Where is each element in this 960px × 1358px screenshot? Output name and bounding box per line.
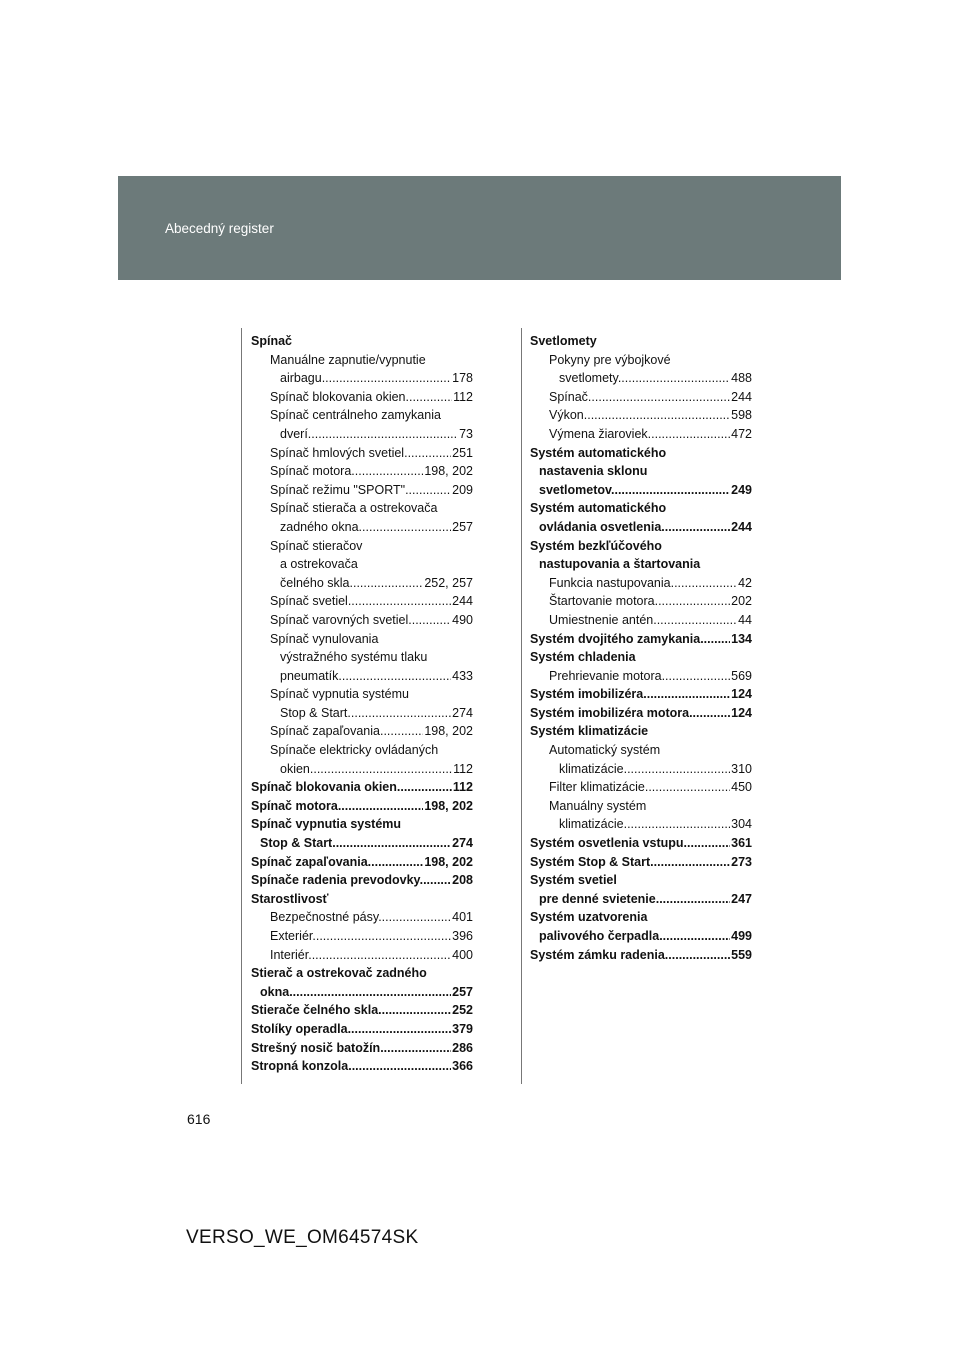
- index-entry-text: svetlomety: [559, 371, 618, 386]
- index-entry: [251, 890, 473, 909]
- index-entry: [251, 871, 473, 890]
- index-entry-leader: [280, 760, 452, 779]
- index-entry: [251, 499, 473, 518]
- index-entry-page: 257: [452, 519, 473, 534]
- index-column-right: [530, 332, 752, 964]
- index-entry-page: 396: [452, 929, 473, 943]
- index-entry: [530, 741, 752, 760]
- index-entry-text: airbagu: [280, 371, 322, 386]
- index-entry-page: 112: [453, 761, 473, 776]
- index-entry: [530, 537, 752, 556]
- index-entry-page: 244: [731, 389, 752, 404]
- index-entry: [251, 351, 473, 370]
- index-entry-leader: [549, 592, 730, 611]
- index-entry-text: pneumatík: [280, 668, 339, 683]
- index-entry: [251, 444, 473, 463]
- index-column-left: [251, 332, 473, 1076]
- index-entry-text: Spínač vypnutia systému: [270, 687, 409, 702]
- index-entry-text: Spínač stierača a ostrekovača: [270, 501, 438, 516]
- index-entry-page: 433: [452, 668, 473, 683]
- index-entry-page: 244: [452, 594, 473, 609]
- index-entry-text: Spínače radenia prevodovky: [251, 873, 420, 888]
- index-entry-leader: [270, 927, 451, 946]
- index-entry: [530, 834, 752, 853]
- index-entry-text: Bezpečnostné pásy: [270, 910, 379, 925]
- index-entry-text: nastavenia sklonu: [539, 464, 648, 479]
- index-entry-leader: [260, 983, 451, 1002]
- index-entry-leader: [251, 1039, 451, 1058]
- index-entry: [251, 518, 473, 537]
- index-entry-page: 252, 257: [424, 575, 473, 590]
- index-entry-text: Výmena žiaroviek: [549, 426, 648, 441]
- index-entry: [251, 853, 473, 872]
- index-entry-leader: [270, 908, 451, 927]
- index-entry-leader: [549, 667, 730, 686]
- index-entry-page: 251: [452, 445, 473, 460]
- index-entry-text: Spínač blokovania okien: [270, 389, 406, 404]
- index-entry-text: Spínač motora: [251, 798, 338, 813]
- index-entry: [530, 760, 752, 779]
- index-entry: [530, 388, 752, 407]
- index-entry-text: palivového čerpadla: [539, 929, 660, 943]
- index-entry: [530, 555, 752, 574]
- index-entry-page: 124: [731, 705, 752, 720]
- index-entry-leader: [270, 722, 423, 741]
- index-entry-text: Systém osvetlenia vstupu: [530, 836, 684, 851]
- index-entry-page: 134: [731, 631, 752, 646]
- index-entry: [251, 1020, 473, 1039]
- index-entry-text: Systém imobilizéra: [530, 687, 644, 702]
- index-entry-leader: [280, 518, 451, 537]
- index-entry-text: Spínače elektricky ovládaných: [270, 743, 439, 758]
- index-entry: [251, 574, 473, 593]
- index-entry-text: Stop & Start: [260, 836, 333, 851]
- index-entry-page: 73: [459, 426, 473, 441]
- index-entry-page: 274: [452, 705, 473, 720]
- index-entry-text: Spínač zapaľovania: [251, 854, 368, 869]
- index-entry-page: 450: [731, 780, 752, 795]
- index-entry-page: 286: [452, 1040, 473, 1055]
- index-entry-text: pre denné svietenie: [539, 891, 656, 906]
- index-entry-text: Stop & Start: [280, 705, 348, 720]
- index-entry: [530, 406, 752, 425]
- index-entry-leader: [251, 853, 423, 872]
- index-entry-text: Automatický systém: [549, 743, 661, 758]
- index-entry-leader: [549, 425, 730, 444]
- index-entry-page: 379: [452, 1021, 473, 1036]
- index-entry: [530, 648, 752, 667]
- index-entry-text: Spínač blokovania okien: [251, 780, 397, 795]
- index-entry-page: 361: [731, 836, 752, 851]
- index-entry-text: Pokyny pre výbojkové: [549, 352, 671, 367]
- index-entry-text: Stierač a ostrekovač zadného: [251, 966, 427, 981]
- index-entry-text: Spínač: [251, 334, 292, 348]
- index-entry-text: Prehrievanie motora: [549, 668, 662, 683]
- index-entry-leader: [270, 481, 451, 500]
- index-entry-page: 569: [731, 668, 752, 683]
- index-entry: [530, 704, 752, 723]
- index-entry-page: 252: [452, 1003, 473, 1018]
- index-entry-leader: [270, 946, 451, 965]
- index-entry: [530, 946, 752, 965]
- index-entry: [251, 1001, 473, 1020]
- index-entry-page: 198, 202: [424, 854, 473, 869]
- index-entry-text: čelného skla: [280, 575, 350, 590]
- index-entry: [251, 462, 473, 481]
- index-entry-text: Stolíky operadla: [251, 1021, 348, 1036]
- index-entry-leader: [559, 815, 730, 834]
- index-entry-leader: [549, 406, 730, 425]
- index-entry: [530, 778, 752, 797]
- index-entry: [251, 983, 473, 1002]
- index-entry: [530, 351, 752, 370]
- index-entry-leader: [559, 369, 730, 388]
- index-entry-leader: [270, 444, 451, 463]
- index-entry-text: Štartovanie motora: [549, 594, 655, 609]
- index-entry-text: Spínač vynulovania: [270, 631, 379, 646]
- index-entry-leader: [530, 685, 730, 704]
- index-entry: [530, 927, 752, 946]
- index-entry-text: ovládania osvetlenia: [539, 519, 662, 534]
- index-entry-text: Strešný nosič batožín: [251, 1040, 381, 1055]
- index-entry-page: 257: [452, 984, 473, 999]
- index-entry-text: Systém klimatizácie: [530, 724, 649, 739]
- index-entry-text: Funkcia nastupovania: [549, 575, 671, 590]
- index-entry-leader: [260, 834, 451, 853]
- index-entry-text: Spínač režimu "SPORT": [270, 482, 406, 497]
- index-entry: [530, 592, 752, 611]
- index-entry: [530, 462, 752, 481]
- index-entry-leader: [270, 462, 423, 481]
- index-entry-page: 310: [731, 761, 752, 776]
- index-entry: [251, 834, 473, 853]
- index-entry-page: 209: [452, 482, 473, 497]
- index-entry-page: 559: [731, 947, 752, 962]
- index-entry: [530, 611, 752, 630]
- index-entry: [530, 908, 752, 927]
- index-entry-page: 244: [731, 519, 752, 534]
- index-entry: [530, 444, 752, 463]
- index-entry: [530, 667, 752, 686]
- index-entry: [251, 592, 473, 611]
- index-entry-leader: [539, 890, 730, 909]
- index-entry: [251, 537, 473, 556]
- column-divider-left: [241, 328, 242, 1084]
- index-entry-text: Systém uzatvorenia: [530, 910, 648, 925]
- index-entry-leader: [280, 369, 451, 388]
- index-entry: [251, 722, 473, 741]
- index-entry-leader: [539, 518, 730, 537]
- page-number: 616: [187, 1111, 211, 1127]
- index-entry: [530, 630, 752, 649]
- index-entry-leader: [530, 946, 730, 965]
- index-entry-page: 274: [452, 836, 473, 851]
- index-entry-text: Stropná konzola: [251, 1059, 349, 1074]
- index-entry: [530, 797, 752, 816]
- index-entry-page: 198, 202: [424, 798, 473, 813]
- index-entry: [251, 388, 473, 407]
- index-entry-leader: [539, 927, 730, 946]
- index-entry: [251, 685, 473, 704]
- index-entry-page: 249: [731, 482, 752, 497]
- index-entry-page: 488: [731, 371, 752, 386]
- index-entry-page: 112: [452, 780, 473, 795]
- index-entry: [251, 946, 473, 965]
- index-entry-text: Systém automatického: [530, 501, 667, 516]
- index-entry: [251, 406, 473, 425]
- index-entry-page: 304: [731, 817, 752, 832]
- index-entry: [530, 815, 752, 834]
- index-entry-text: Systém automatického: [530, 445, 667, 460]
- index-entry-leader: [530, 834, 730, 853]
- index-entry-text: Stierače čelného skla: [251, 1003, 379, 1018]
- index-entry-text: nastupovania a štartovania: [539, 557, 701, 572]
- index-entry: [530, 499, 752, 518]
- index-entry: [530, 871, 752, 890]
- index-entry: [251, 760, 473, 779]
- index-entry-leader: [280, 574, 423, 593]
- index-entry-text: Spínač: [549, 389, 588, 404]
- index-entry-text: Systém zámku radenia: [530, 947, 665, 962]
- index-entry: [251, 778, 473, 797]
- index-entry-text: Spínač centrálneho zamykania: [270, 408, 441, 423]
- index-entry: [530, 853, 752, 872]
- index-entry-text: výstražného systému tlaku: [280, 650, 428, 665]
- index-entry-text: zadného okna: [280, 519, 359, 534]
- index-entry-leader: [270, 592, 451, 611]
- index-entry-page: 247: [731, 891, 752, 906]
- index-entry: [530, 574, 752, 593]
- index-entry-page: 499: [731, 929, 752, 943]
- index-entry-page: 202: [731, 594, 752, 609]
- index-entry-page: 42: [738, 575, 752, 590]
- index-entry: [251, 611, 473, 630]
- index-entry-text: Systém dvojitého zamykania: [530, 631, 701, 646]
- index-entry-text: a ostrekovača: [280, 557, 358, 572]
- index-entry-page: 273: [731, 854, 752, 869]
- header-band: [118, 176, 841, 280]
- index-entry-page: 490: [452, 612, 473, 627]
- index-entry: [251, 555, 473, 574]
- index-entry-text: klimatizácie: [559, 817, 624, 832]
- index-entry-page: 198, 202: [424, 724, 473, 739]
- index-entry-text: Systém imobilizéra motora: [530, 705, 690, 720]
- index-entry-leader: [549, 778, 730, 797]
- index-entry: [251, 704, 473, 723]
- index-entry-text: dverí: [280, 426, 308, 441]
- index-entry-text: Exteriér: [270, 929, 313, 943]
- index-entry-text: Systém bezkľúčového: [530, 538, 662, 553]
- index-entry-page: 366: [452, 1059, 473, 1074]
- index-entry-leader: [549, 388, 730, 407]
- index-entry-leader: [549, 574, 737, 593]
- index-entry-leader: [251, 871, 451, 890]
- index-entry-leader: [251, 778, 452, 797]
- index-entry: [251, 425, 473, 444]
- index-entry: [251, 481, 473, 500]
- index-entry: [251, 927, 473, 946]
- index-entry-text: Svetlomety: [530, 334, 597, 348]
- index-entry-leader: [280, 667, 451, 686]
- index-entry: [251, 815, 473, 834]
- index-entry-text: okna: [260, 984, 290, 999]
- index-entry-text: Manuálne zapnutie/vypnutie: [270, 352, 426, 367]
- index-entry-text: Systém Stop & Start: [530, 854, 651, 869]
- index-entry-text: Spínač stieračov: [270, 538, 363, 553]
- index-entry-leader: [530, 630, 730, 649]
- index-entry: [530, 369, 752, 388]
- index-entry: [251, 648, 473, 667]
- index-entry-text: Systém chladenia: [530, 650, 636, 665]
- document-code: VERSO_WE_OM64574SK: [186, 1227, 419, 1248]
- index-entry: [251, 741, 473, 760]
- index-entry-text: Spínač varovných svetiel: [270, 612, 409, 627]
- index-entry: [251, 369, 473, 388]
- index-entry-text: svetlometov: [539, 482, 612, 497]
- index-entry: [530, 332, 752, 351]
- index-entry-leader: [280, 704, 451, 723]
- index-entry-text: Interiér: [270, 947, 309, 962]
- index-entry: [530, 481, 752, 500]
- index-entry-leader: [530, 704, 730, 723]
- index-entry-leader: [280, 425, 458, 444]
- index-entry: [251, 964, 473, 983]
- index-entry-leader: [251, 1001, 451, 1020]
- index-entry: [251, 1039, 473, 1058]
- index-entry-text: Spínač hmlových svetiel: [270, 445, 405, 460]
- index-entry-text: Spínač motora: [270, 464, 352, 479]
- index-entry-leader: [270, 611, 451, 630]
- index-entry-leader: [251, 1057, 451, 1076]
- index-entry-leader: [559, 760, 730, 779]
- index-entry: [251, 667, 473, 686]
- column-divider-middle: [521, 328, 522, 1084]
- index-entry: [530, 890, 752, 909]
- index-entry-page: 198, 202: [424, 464, 473, 479]
- index-entry: [251, 908, 473, 927]
- index-entry-page: 598: [731, 408, 752, 423]
- index-entry: [530, 518, 752, 537]
- index-entry-leader: [251, 1020, 451, 1039]
- index-entry: [530, 425, 752, 444]
- index-entry-text: Filter klimatizácie: [549, 780, 645, 795]
- index-entry-leader: [270, 388, 452, 407]
- index-entry-leader: [549, 611, 737, 630]
- index-entry-text: Spínač vypnutia systému: [251, 817, 402, 832]
- index-entry-text: Systém svetiel: [530, 873, 617, 888]
- index-entry: [251, 797, 473, 816]
- index-entry-page: 208: [452, 873, 473, 888]
- section-title: Abecedný register: [165, 221, 274, 236]
- index-entry: [251, 332, 473, 351]
- index-entry-page: 124: [731, 687, 752, 702]
- index-entry-leader: [251, 797, 423, 816]
- index-entry-text: okien: [280, 761, 310, 776]
- index-entry-page: 178: [452, 371, 473, 386]
- index-entry-page: 401: [452, 910, 473, 925]
- index-entry: [530, 722, 752, 741]
- index-entry-page: 400: [452, 947, 473, 962]
- index-entry: [251, 630, 473, 649]
- index-entry: [530, 685, 752, 704]
- index-entry-leader: [530, 853, 730, 872]
- index-entry-leader: [539, 481, 730, 500]
- index-entry-page: 112: [453, 389, 473, 404]
- index-entry-text: Výkon: [549, 408, 584, 423]
- index-entry-text: Spínač svetiel: [270, 594, 348, 609]
- index-entry-text: Starostlivosť: [251, 891, 329, 906]
- index-entry-page: 472: [731, 426, 752, 441]
- index-entry-text: Manuálny systém: [549, 798, 647, 813]
- index-entry-page: 44: [738, 612, 752, 627]
- index-entry-text: Spínač zapaľovania: [270, 724, 380, 739]
- index-entry: [251, 1057, 473, 1076]
- index-entry-text: Umiestnenie antén: [549, 612, 654, 627]
- index-entry-text: klimatizácie: [559, 761, 624, 776]
